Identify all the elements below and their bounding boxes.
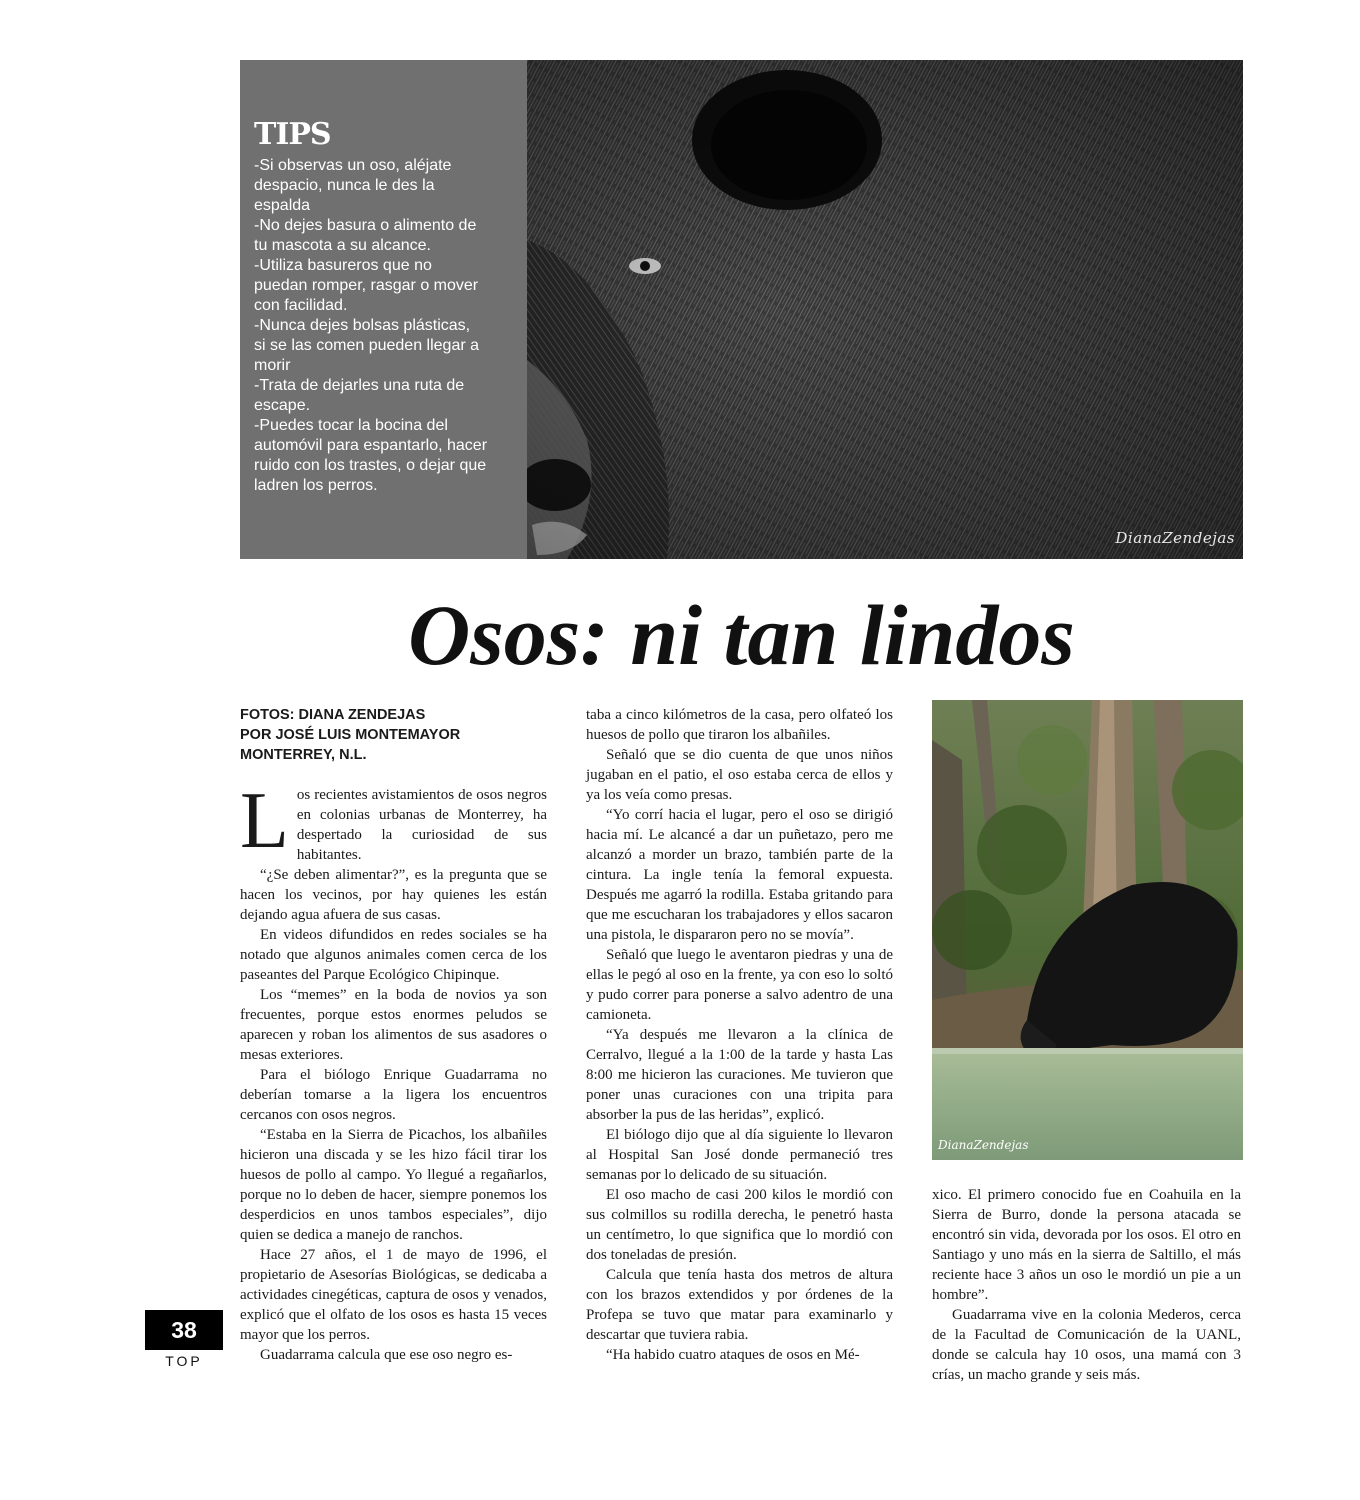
paragraph: “Ha habido cuatro ataques de osos en Mé- bbox=[606, 1347, 860, 1363]
paragraph-continued: taba a cinco kilómetros de la casa, pero olfateó los huesos de pollo que tiraron los albañiles. bbox=[586, 707, 893, 743]
tips-line: si se las comen pueden llegar a bbox=[254, 337, 480, 354]
photo-signature: DianaZendejas bbox=[1115, 529, 1235, 547]
tips-title: TIPS bbox=[254, 117, 331, 152]
paragraph: Calcula que tenía hasta dos metros de altura con los brazos extendidos y por órdenes de la Profepa se tuvo que matar para examinarlo y descartar que tuviera rabia. bbox=[586, 1267, 893, 1343]
tips-line: puedan romper, rasgar o mover bbox=[254, 277, 479, 294]
author-credit: POR JOSÉ LUIS MONTEMAYOR bbox=[240, 727, 461, 743]
lead-text: os recientes avistamientos de osos negros en colonias urbanas de Monterrey, ha despertado la curiosidad de sus habitantes. bbox=[296, 787, 547, 863]
bear-drinking-photo bbox=[932, 700, 1243, 1160]
tips-line: -Utiliza basureros que no bbox=[254, 257, 432, 274]
tips-line: con facilidad. bbox=[254, 297, 348, 314]
tips-line: escape. bbox=[254, 397, 311, 414]
tips-line: morir bbox=[254, 357, 291, 374]
tips-line: ruido con los trastes, o dejar que bbox=[254, 457, 487, 474]
paragraph: Guadarrama calcula que ese oso negro es- bbox=[260, 1347, 513, 1363]
byline bbox=[240, 705, 547, 765]
tips-line: automóvil para espantarlo, hacer bbox=[254, 437, 488, 454]
magazine-name: TOP bbox=[165, 1353, 203, 1369]
paragraph: Guadarrama vive en la colonia Mederos, cerca de la Facultad de Comunicación de la UANL, donde se calcula hay 10 osos, una mamá con 3 crías, un macho grande y seis más. bbox=[932, 1307, 1241, 1383]
paragraph-continued: xico. El primero conocido fue en Coahuila en la Sierra de Burro, donde la persona atacada se encontró sin vida, devorada por los osos. El otro en Santiago y uno más en la sierra de Saltillo, el más reciente hace 3 años un oso le mordió un pie a un hombre”. bbox=[932, 1187, 1241, 1303]
article-column-2 bbox=[586, 705, 893, 1365]
tips-line: ladren los perros. bbox=[254, 477, 378, 494]
bear-closeup-photo bbox=[527, 60, 1243, 559]
paragraph: Señaló que luego le aventaron piedras y una de ellas le pegó al oso en la frente, ya con eso lo soltó y pudo correr para ponerse a salvo adentro de una camioneta. bbox=[586, 947, 893, 1023]
photo-credit: FOTOS: DIANA ZENDEJAS bbox=[240, 707, 426, 723]
paragraph: El biólogo dijo que al día siguiente lo llevaron al Hospital San José donde permaneció tres semanas por lo delicado de su situación. bbox=[586, 1127, 893, 1183]
paragraph: Para el biólogo Enrique Guadarrama no deberían tomarse a la ligera los encuentros cercanos con osos negros. bbox=[240, 1067, 547, 1123]
article-column-1 bbox=[240, 705, 547, 1365]
lead-paragraph bbox=[240, 777, 547, 865]
tips-line: -Puedes tocar la bocina del bbox=[254, 417, 448, 434]
paragraph: “Yo corrí hacia el lugar, pero el oso se dirigió hacia mí. Le alcancé a dar un puñetazo, pero me alcanzó a morder un brazo, también parte de la cintura. La ingle tenía la femoral expuesta. Después me agarró la rodilla. Estaba gritando para que me escucharan los trabajadores y ellos sacaron una pistola, le dispararon pero no se movía”. bbox=[586, 807, 893, 943]
tips-line: -Trata de dejarles una ruta de bbox=[254, 377, 465, 394]
paragraph: En videos difundidos en redes sociales se ha notado que algunos animales comen cerca de los paseantes del Parque Ecológico Chipinque. bbox=[240, 927, 547, 983]
article-column-3 bbox=[932, 1185, 1241, 1385]
paragraph: Los “memes” en la boda de novios ya son frecuentes, porque estos enormes peludos se aparecen y roban los alimentos de sus asadores o mesas exteriores. bbox=[240, 987, 547, 1063]
tips-line: despacio, nunca le des la bbox=[254, 177, 435, 194]
paragraph: Hace 27 años, el 1 de mayo de 1996, el propietario de Asesorías Biológicas, se dedicaba a actividades cinegéticas, captura de osos y venados, explicó que el olfato de los osos es hasta 15 veces mayor que los perros. bbox=[240, 1247, 547, 1343]
paragraph: Señaló que se dio cuenta de que unos niños jugaban en el patio, el oso estaba cerca de ellos y ya los veía como presas. bbox=[586, 747, 893, 803]
tips-line: -Nunca dejes bolsas plásticas, bbox=[254, 317, 471, 334]
paragraph: “¿Se deben alimentar?”, es la pregunta que se hacen los vecinos, por hay quienes les están dejando agua afuera de sus casas. bbox=[240, 867, 547, 923]
tips-line: tu mascota a su alcance. bbox=[254, 237, 431, 254]
tips-box bbox=[240, 60, 527, 559]
article-headline: Osos: ni tan lindos bbox=[408, 587, 1075, 683]
tips-line: -Si observas un oso, aléjate bbox=[254, 157, 452, 174]
page-number: 38 bbox=[145, 1310, 223, 1350]
dateline: MONTERREY, N.L. bbox=[240, 747, 367, 763]
drop-cap: L bbox=[240, 777, 289, 865]
photo-signature-small: DianaZendejas bbox=[938, 1138, 1029, 1152]
paragraph: El oso macho de casi 200 kilos le mordió con sus colmillos su rodilla derecha, le penetró hasta un centímetro, lo que significa que lo mordió con dos toneladas de presión. bbox=[586, 1187, 893, 1263]
tips-line: espalda bbox=[254, 197, 311, 214]
paragraph: “Estaba en la Sierra de Picachos, los albañiles hicieron una discada y se les hizo fácil tirar los huesos de pollo al campo. Yo llegué a regañarlos, porque no lo deben de hacer, siempre ponemos los desperdicios en unos tambos especiales”, dijo quien se dedica a manejo de ranchos. bbox=[240, 1127, 547, 1243]
paragraph: “Ya después me llevaron a la clínica de Cerralvo, llegué a la 1:00 de la tarde y hasta Las 8:00 me hicieron las curaciones. Me tuvieron que poner unas curaciones con una tripita para absorber la pus de las heridas”, explicó. bbox=[586, 1027, 893, 1123]
tips-line: -No dejes basura o alimento de bbox=[254, 217, 477, 234]
